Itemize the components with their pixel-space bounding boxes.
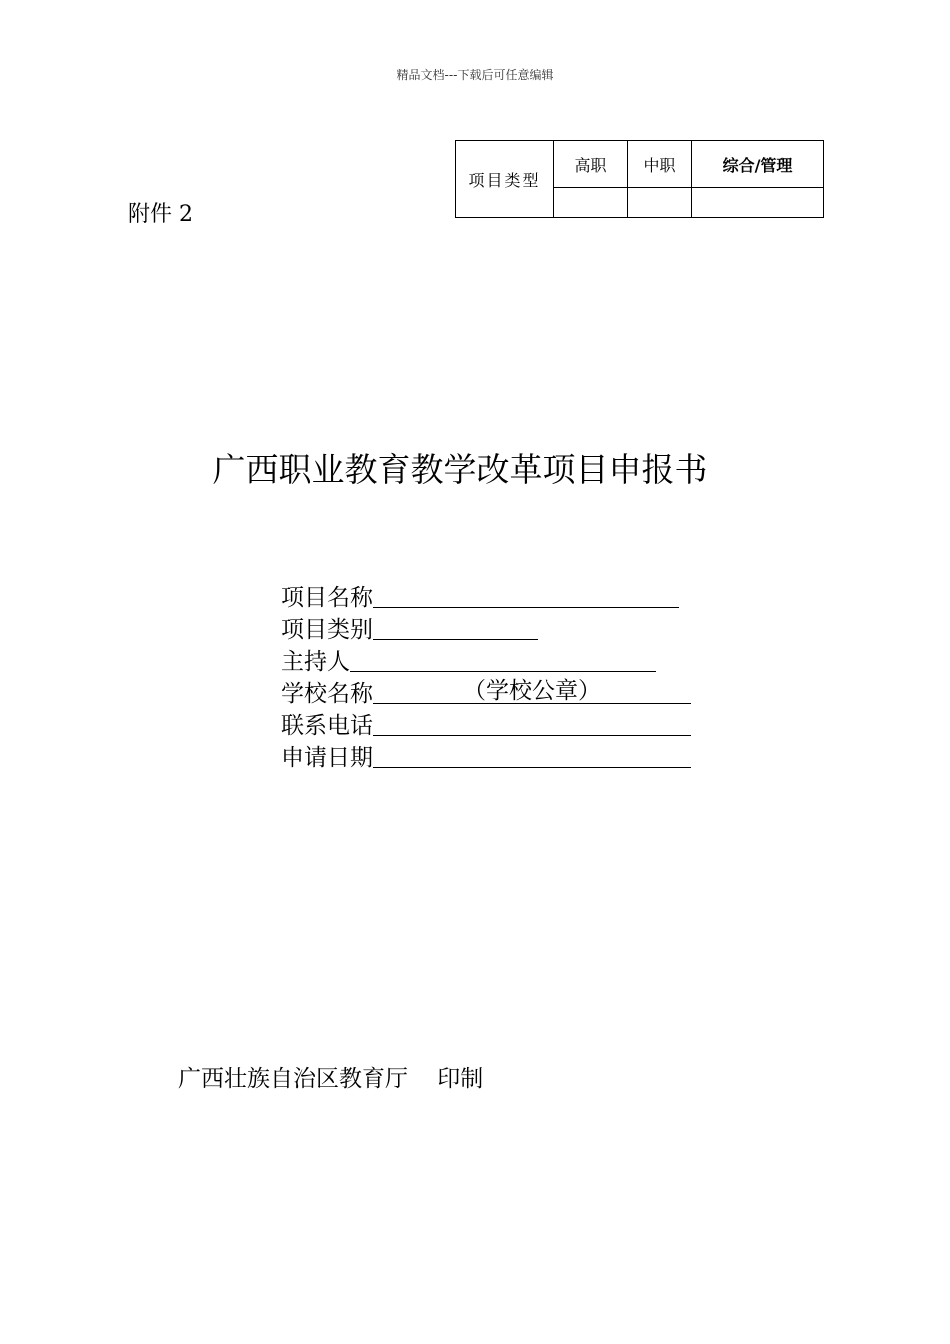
printed-label: 印制: [437, 1066, 484, 1092]
form-row-host: [281, 647, 656, 677]
form-row-project-name: [281, 583, 679, 613]
document-title: 广西职业教育教学改革项目申报书: [212, 450, 708, 489]
type-cell-secondary-vocational[interactable]: [628, 188, 692, 218]
host-field[interactable]: [350, 647, 656, 672]
project-name-field[interactable]: [373, 583, 679, 608]
project-category-field[interactable]: [373, 615, 538, 640]
phone-label: 联系电话: [281, 713, 373, 739]
project-category-label: 项目类别: [281, 617, 373, 643]
school-seal-hint: （学校公章）: [463, 678, 601, 704]
type-cell-comprehensive[interactable]: [692, 188, 824, 218]
apply-date-field[interactable]: [373, 743, 691, 768]
project-name-label: 项目名称: [281, 585, 373, 611]
footer-issuer-line: [178, 1060, 483, 1093]
type-header-comprehensive: 综合/管理: [692, 141, 824, 188]
project-type-label: 项目类型: [456, 141, 554, 218]
phone-field[interactable]: [373, 711, 691, 736]
form-row-project-category: [281, 615, 538, 645]
project-type-table: [455, 140, 824, 218]
form-row-school-name: [281, 679, 691, 709]
type-cell-higher-vocational[interactable]: [554, 188, 628, 218]
attachment-label: 附件 2: [128, 202, 193, 227]
form-row-apply-date: [281, 743, 691, 773]
school-name-field[interactable]: [373, 679, 691, 704]
watermark-text: 精品文档---下载后可任意编辑: [396, 68, 554, 82]
apply-date-label: 申请日期: [281, 745, 373, 771]
school-name-label: 学校名称: [281, 681, 373, 707]
type-header-secondary-vocational: 中职: [628, 141, 692, 188]
type-header-higher-vocational: 高职: [554, 141, 628, 188]
form-row-phone: [281, 711, 691, 741]
host-label: 主持人: [281, 649, 350, 675]
issuer-name: 广西壮族自治区教育厅: [178, 1066, 408, 1092]
